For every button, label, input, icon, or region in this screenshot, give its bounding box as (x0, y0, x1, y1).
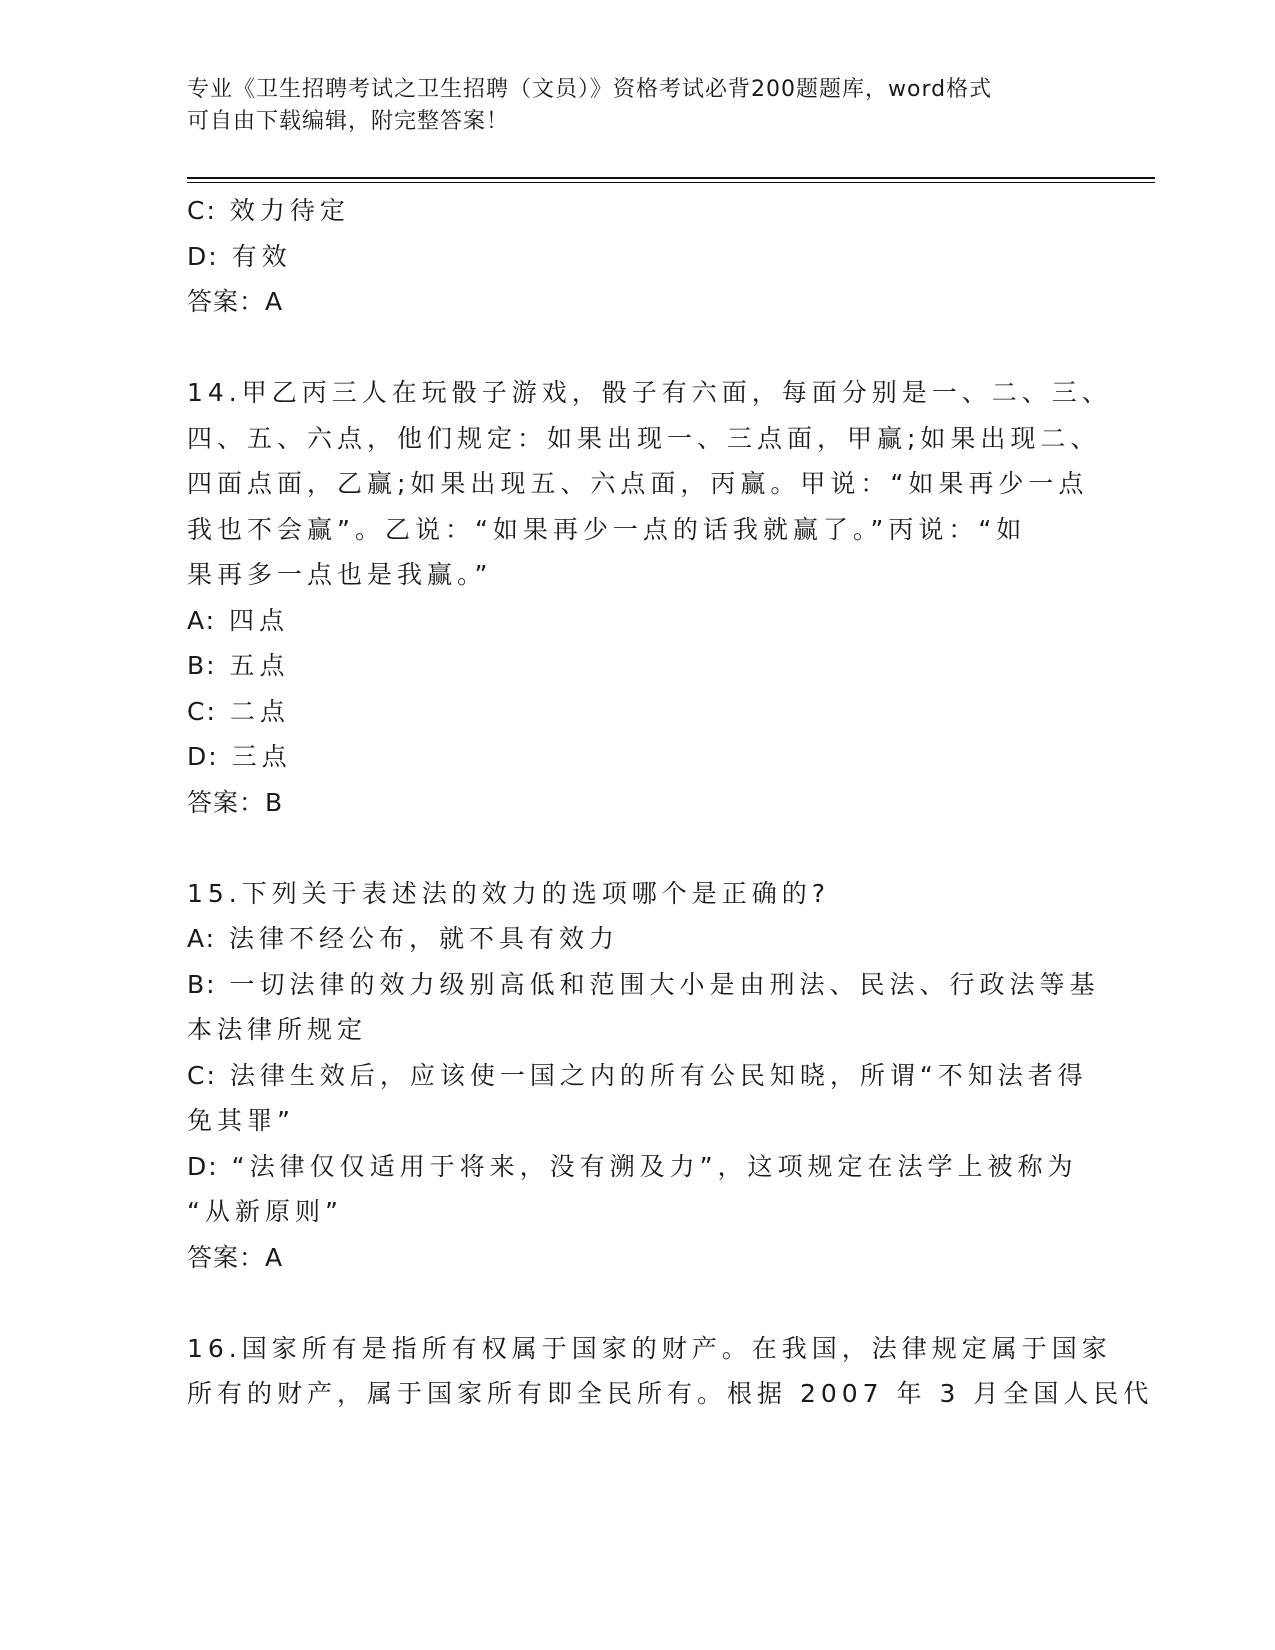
option-label: D: (187, 241, 219, 271)
option-text: 五点 (229, 651, 290, 680)
header-divider-thin (187, 182, 1155, 183)
question-16 (187, 1326, 1154, 1417)
option-label: A: (187, 924, 217, 953)
option-text: 一切法律的效力级别高低和范围大小是由刑法、民法、行政法等基 (229, 969, 1100, 999)
option-text: 法律不经公布，就不具有效力 (229, 924, 620, 953)
question-stem-line: 16.国家所有是指所有权属于国家的财产。在我国，法律规定属于国家 (187, 1333, 1112, 1363)
answer-line: 答案：B (187, 787, 284, 817)
option-text: 法律生效后，应该使一国之内的所有公民知晓，所谓“不知法者得 (229, 1060, 1088, 1090)
question-15 (187, 871, 1100, 1281)
option-d (187, 734, 1077, 780)
answer-line: 答案：A (187, 1242, 284, 1272)
question-stem: 15.下列关于表述法的效力的选项哪个是正确的? (187, 878, 831, 908)
option-label: C: (187, 1060, 217, 1090)
option-c (187, 689, 1077, 735)
option-d (187, 1144, 1077, 1190)
option-c (187, 1053, 1088, 1099)
answer-line: 答案：A (187, 287, 284, 316)
option-label: A: (187, 605, 217, 635)
question-14 (187, 370, 1112, 825)
option-label: B: (187, 651, 217, 680)
option-b (187, 962, 1100, 1008)
header-divider-thick (187, 177, 1155, 179)
question-stem-line: 所有的财产，属于国家所有即全民所有。根据 2007 年 3 月全国人民代 (187, 1379, 1154, 1408)
option-text: 四点 (229, 605, 290, 635)
prev-question (187, 188, 1077, 325)
option-text: 效力待定 (229, 196, 350, 225)
spacer (187, 1280, 1077, 1326)
option-a (187, 598, 1077, 644)
question-stem-line: 四、五、六点，他们规定：如果出现一、三点面，甲赢;如果出现二、 (187, 423, 1101, 453)
document-body (187, 188, 1154, 1417)
header-line-2: 可自由下载编辑，附完整答案！ (187, 109, 510, 134)
option-text: 有效 (231, 241, 292, 271)
header-line-1: 专业《卫生招聘考试之卫生招聘（文员）》资格考试必背200题题库，word格式 (187, 77, 993, 102)
question-stem-line: 四面点面，乙赢;如果出现五、六点面，丙赢。甲说：“如果再少一点 (187, 469, 1089, 498)
option-c-continuation: 免其罪” (187, 1106, 295, 1135)
option-text: 三点 (231, 742, 292, 771)
option-text: 二点 (229, 696, 290, 726)
question-stem-line: 果再多一点也是我赢。” (187, 560, 493, 589)
option-a (187, 916, 1077, 962)
question-stem-line: 我也不会赢”。乙说：“如果再少一点的话我就赢了。”丙说：“如 (187, 514, 1027, 544)
question-stem-line: 14.甲乙丙三人在玩骰子游戏，骰子有六面，每面分别是一、二、三、 (187, 378, 1112, 407)
option-label: C: (187, 196, 217, 225)
option-d-continuation: “从新原则” (187, 1197, 343, 1226)
option-text: “法律仅仅适用于将来，没有溯及力”，这项规定在法学上被称为 (231, 1151, 1078, 1181)
option-label: C: (187, 696, 217, 726)
option-b (187, 643, 1077, 689)
option-b-continuation: 本法律所规定 (187, 1015, 368, 1044)
option-label: B: (187, 969, 217, 999)
spacer (187, 825, 1077, 871)
option-d (187, 234, 1077, 280)
option-label: D: (187, 1151, 219, 1181)
spacer (187, 325, 1077, 371)
option-c (187, 188, 1077, 234)
document-header (187, 74, 1067, 138)
option-label: D: (187, 742, 219, 771)
